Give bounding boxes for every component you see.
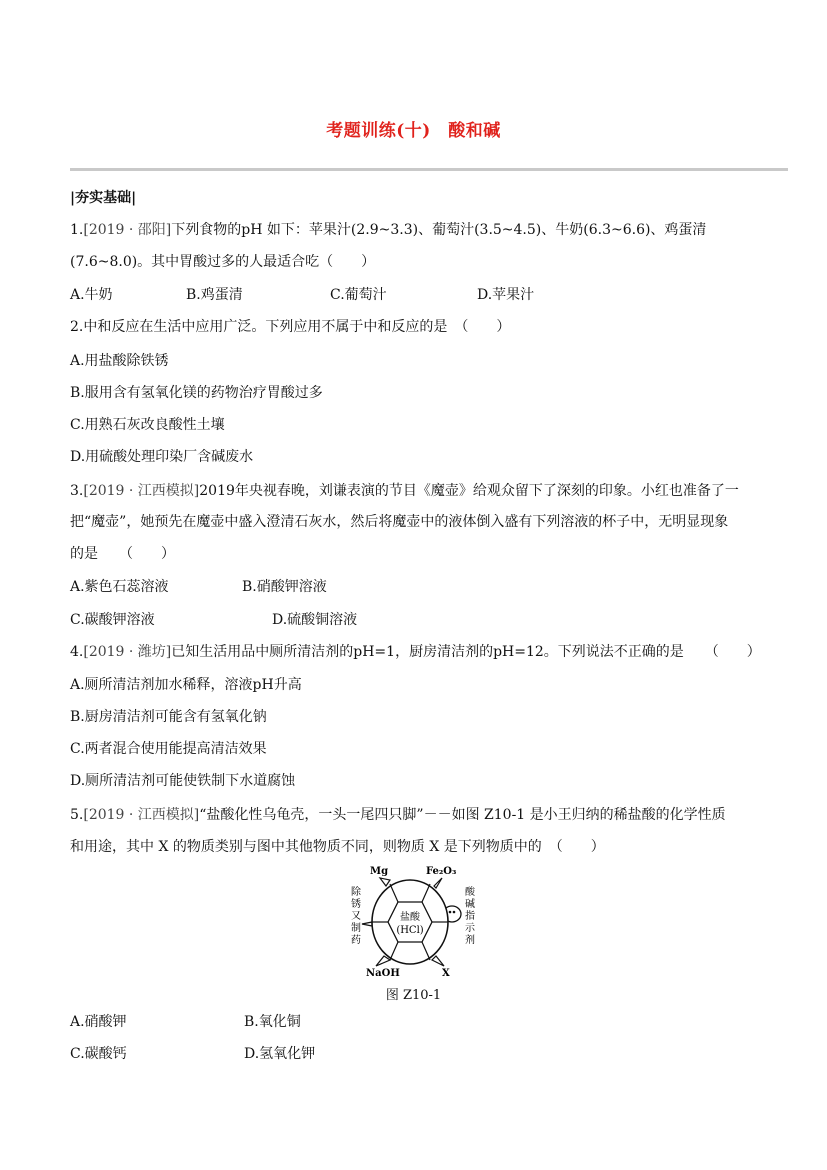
turtle-leg-front-left [380, 878, 390, 886]
q1-option-c: C.葡萄汁 [330, 287, 387, 303]
q2-option-b: B.服用含有氢氧化镁的药物治疗胃酸过多 [70, 385, 323, 401]
turtle-label-mg: Mg [370, 866, 389, 877]
q4-option-d: D.厕所清洁剂可能使铁制下水道腐蚀 [70, 773, 296, 789]
q3-stem-line1 [70, 482, 739, 500]
q5-option-b: B.氧化铜 [244, 1014, 301, 1030]
q1-option-d: D.苹果汁 [477, 287, 535, 303]
q3-stem-text: 2019年央视春晚，刘谦表演的节目《魔壶》给观众留下了深刻的印象。小红也准备了一 [199, 483, 739, 499]
figure-caption: 图 Z10-1 [385, 988, 442, 1003]
header-divider [70, 168, 788, 171]
turtle-leg-back-left [376, 956, 390, 966]
q4-option-b: B.厨房清洁剂可能含有氢氧化钠 [70, 709, 267, 725]
q1-option-a: A.牛奶 [70, 287, 113, 303]
q2-stem: 2.中和反应在生活中应用广泛。下列应用不属于中和反应的是 （ ） [70, 319, 511, 335]
q4-stem-text: 已知生活用品中厕所清洁剂的pH=1，厨房清洁剂的pH=12。下列说法不正确的是 （ ） [171, 644, 761, 660]
q4-option-c: C.两者混合使用能提高清洁效果 [70, 741, 267, 757]
turtle-tail [362, 922, 372, 926]
q3-option-b: B.硝酸钾溶液 [242, 579, 327, 595]
turtle-label-x: X [442, 968, 450, 979]
q4-option-a: A.厕所清洁剂加水稀释，溶液pH升高 [70, 677, 302, 693]
turtle-label-naoh: NaOH [366, 968, 400, 979]
q5-option-d: D.氢氧化钾 [244, 1046, 316, 1062]
turtle-label-fe2o3: Fe₂O₃ [426, 866, 457, 877]
turtle-center-formula: (HCl) [396, 925, 424, 936]
q3-option-c: C.碳酸钾溶液 [70, 612, 155, 628]
q5-option-c: C.碳酸钙 [70, 1046, 127, 1062]
turtle-leg-front-right [434, 878, 442, 888]
q1-option-b: B.鸡蛋清 [186, 287, 243, 303]
q2-option-c: C.用熟石灰改良酸性土壤 [70, 417, 225, 433]
q5-stem-line1 [70, 806, 726, 824]
turtle-center-label: 盐酸 [400, 912, 420, 923]
q5-number: 5. [70, 807, 84, 823]
turtle-leg-back-right [432, 956, 444, 966]
q1-stem-line1 [70, 221, 706, 239]
q4-number: 4. [70, 644, 84, 660]
q2-option-a: A.用盐酸除铁锈 [70, 353, 169, 369]
q3-stem-line2: 把“魔壶”，她预先在魔壶中盛入澄清石灰水，然后将魔壶中的液体倒入盛有下列溶液的杯子中，无明显现象 [70, 514, 729, 530]
section-heading: |夯实基础| [70, 190, 137, 206]
q3-option-d: D.硫酸铜溶液 [272, 612, 358, 628]
turtle-label-left: 除锈又制药 [348, 886, 360, 946]
q3-number: 3. [70, 483, 84, 499]
q5-stem-line2: 和用途，其中 X 的物质类别与图中其他物质不同，则物质 X 是下列物质中的 （ ） [70, 839, 605, 855]
turtle-eye-left [449, 911, 452, 914]
q3-option-a: A.紫色石蕊溶液 [70, 579, 169, 595]
turtle-eye-right [453, 911, 456, 914]
q5-stem-text: “盐酸化性乌龟壳，一头一尾四只脚”－－如图 Z10-1 是小王归纳的稀盐酸的化学性质 [199, 807, 726, 823]
q1-stem-text: 下列食物的pH 如下：苹果汁(2.9~3.3)、葡萄汁(3.5~4.5)、牛奶(6.3~6.6)、鸡蛋清 [171, 222, 707, 238]
q1-source: [2019 · 邵阳] [83, 222, 172, 238]
q1-number: 1. [70, 222, 84, 238]
turtle-diagram [346, 862, 486, 980]
q1-stem-line2: (7.6~8.0)。其中胃酸过多的人最适合吃（ ） [70, 254, 376, 270]
turtle-label-right: 酸碱指示剂 [462, 886, 474, 946]
q5-source: [2019 · 江西模拟] [83, 807, 200, 823]
q4-stem-line1 [70, 643, 761, 661]
q2-option-d: D.用硫酸处理印染厂含碱废水 [70, 449, 254, 465]
q4-source: [2019 · 潍坊] [83, 644, 172, 660]
q5-option-a: A.硝酸钾 [70, 1014, 127, 1030]
q3-source: [2019 · 江西模拟] [83, 483, 200, 499]
page-title: 考题训练(十) 酸和碱 [326, 121, 501, 141]
q3-stem-line3: 的是 （ ） [70, 546, 175, 562]
